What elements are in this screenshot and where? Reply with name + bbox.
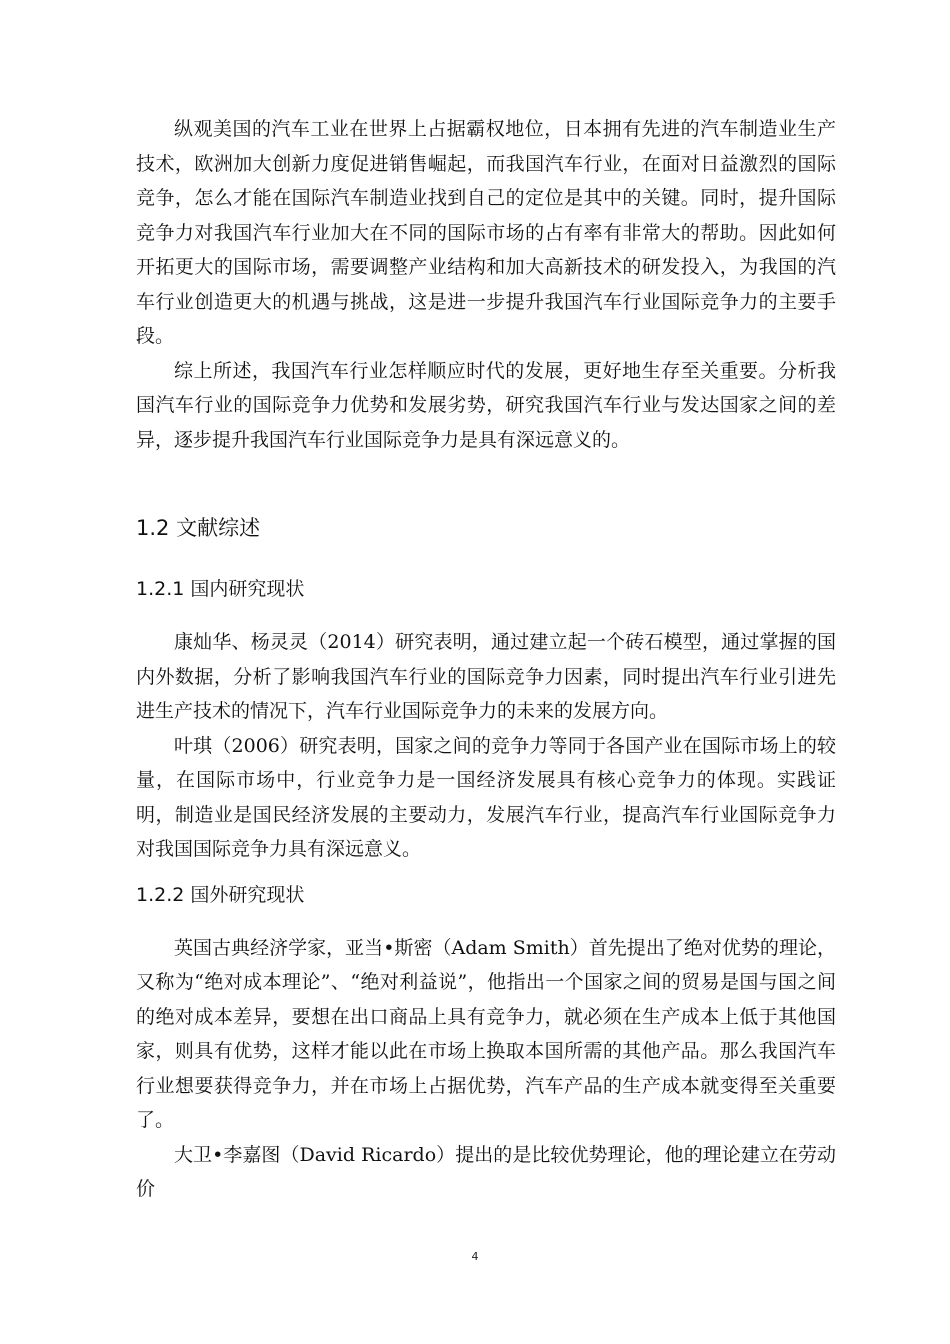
subsection-heading-domestic-research: 1.2.1 国内研究现状 (136, 578, 305, 600)
intro-paragraph-1: 纵观美国的汽车工业在世界上占据霸权地位，日本拥有先进的汽车制造业生产技术，欧洲加大创新力度促进销售崛起，而我国汽车行业，在面对日益激烈的国际竞争，怎么才能在国际汽车制造业找到自己的定位是其中的关键。同时，提升国际竞争力对我国汽车行业加大在不同的国际市场的占有率有非常大的帮助。因此如何开拓更大的国际市场，需要调整产业结构和加大高新技术的研发投入，为我国的汽车行业创造更大的机遇与挑战，这是进一步提升我国汽车行业国际竞争力的主要手段。 (136, 118, 836, 347)
intro-paragraph-2: 综上所述，我国汽车行业怎样顺应时代的发展，更好地生存至关重要。分析我国汽车行业的国际竞争力优势和发展劣势，研究我国汽车行业与发达国家之间的差异，逐步提升我国汽车行业国际竞争力是具有深远意义的。 (136, 359, 836, 451)
section-1-2 (136, 513, 836, 543)
domestic-paragraph-1: 康灿华、杨灵灵（2014）研究表明，通过建立起一个砖石模型，通过掌握的国内外数据，分析了影响我国汽车行业的国际竞争力因素，同时提出汽车行业引进先进生产技术的情况下，汽车行业国际竞争力的未来的发展方向。 (136, 631, 836, 722)
foreign-paragraph-2: 大卫•李嘉图（David Ricardo）提出的是比较优势理论，他的理论建立在劳动价 (136, 1143, 836, 1200)
page-number: 4 (471, 1250, 479, 1263)
domestic-paragraph-2: 叶琪（2006）研究表明，国家之间的竞争力等同于各国产业在国际市场上的较量，在国际市场中，行业竞争力是一国经济发展具有核心竞争力的体现。实践证明，制造业是国民经济发展的主要动力，发展汽车行业，提高汽车行业国际竞争力对我国国际竞争力具有深远意义。 (136, 734, 836, 860)
subsection-heading-foreign-research: 1.2.2 国外研究现状 (136, 883, 305, 906)
page-body (136, 112, 836, 1207)
section-1-2-2-heading-wrap (136, 880, 836, 910)
section-1-2-1-heading-wrap (136, 574, 836, 604)
foreign-paragraph-1: 英国古典经济学家，亚当•斯密（Adam Smith）首先提出了绝对优势的理论，又称为“绝对成本理论”、“绝对利益说”，他指出一个国家之间的贸易是国与国之间的绝对成本差异，要想在出口商品上具有竞争力，就必须在生产成本上低于其他国家，则具有优势，这样才能以此在市场上换取本国所需的其他产品。那么我国汽车行业想要获得竞争力，并在市场上占据优势，汽车产品的生产成本就变得至关重要了。 (136, 936, 836, 1131)
section-heading-literature-review: 1.2 文献综述 (136, 516, 261, 540)
